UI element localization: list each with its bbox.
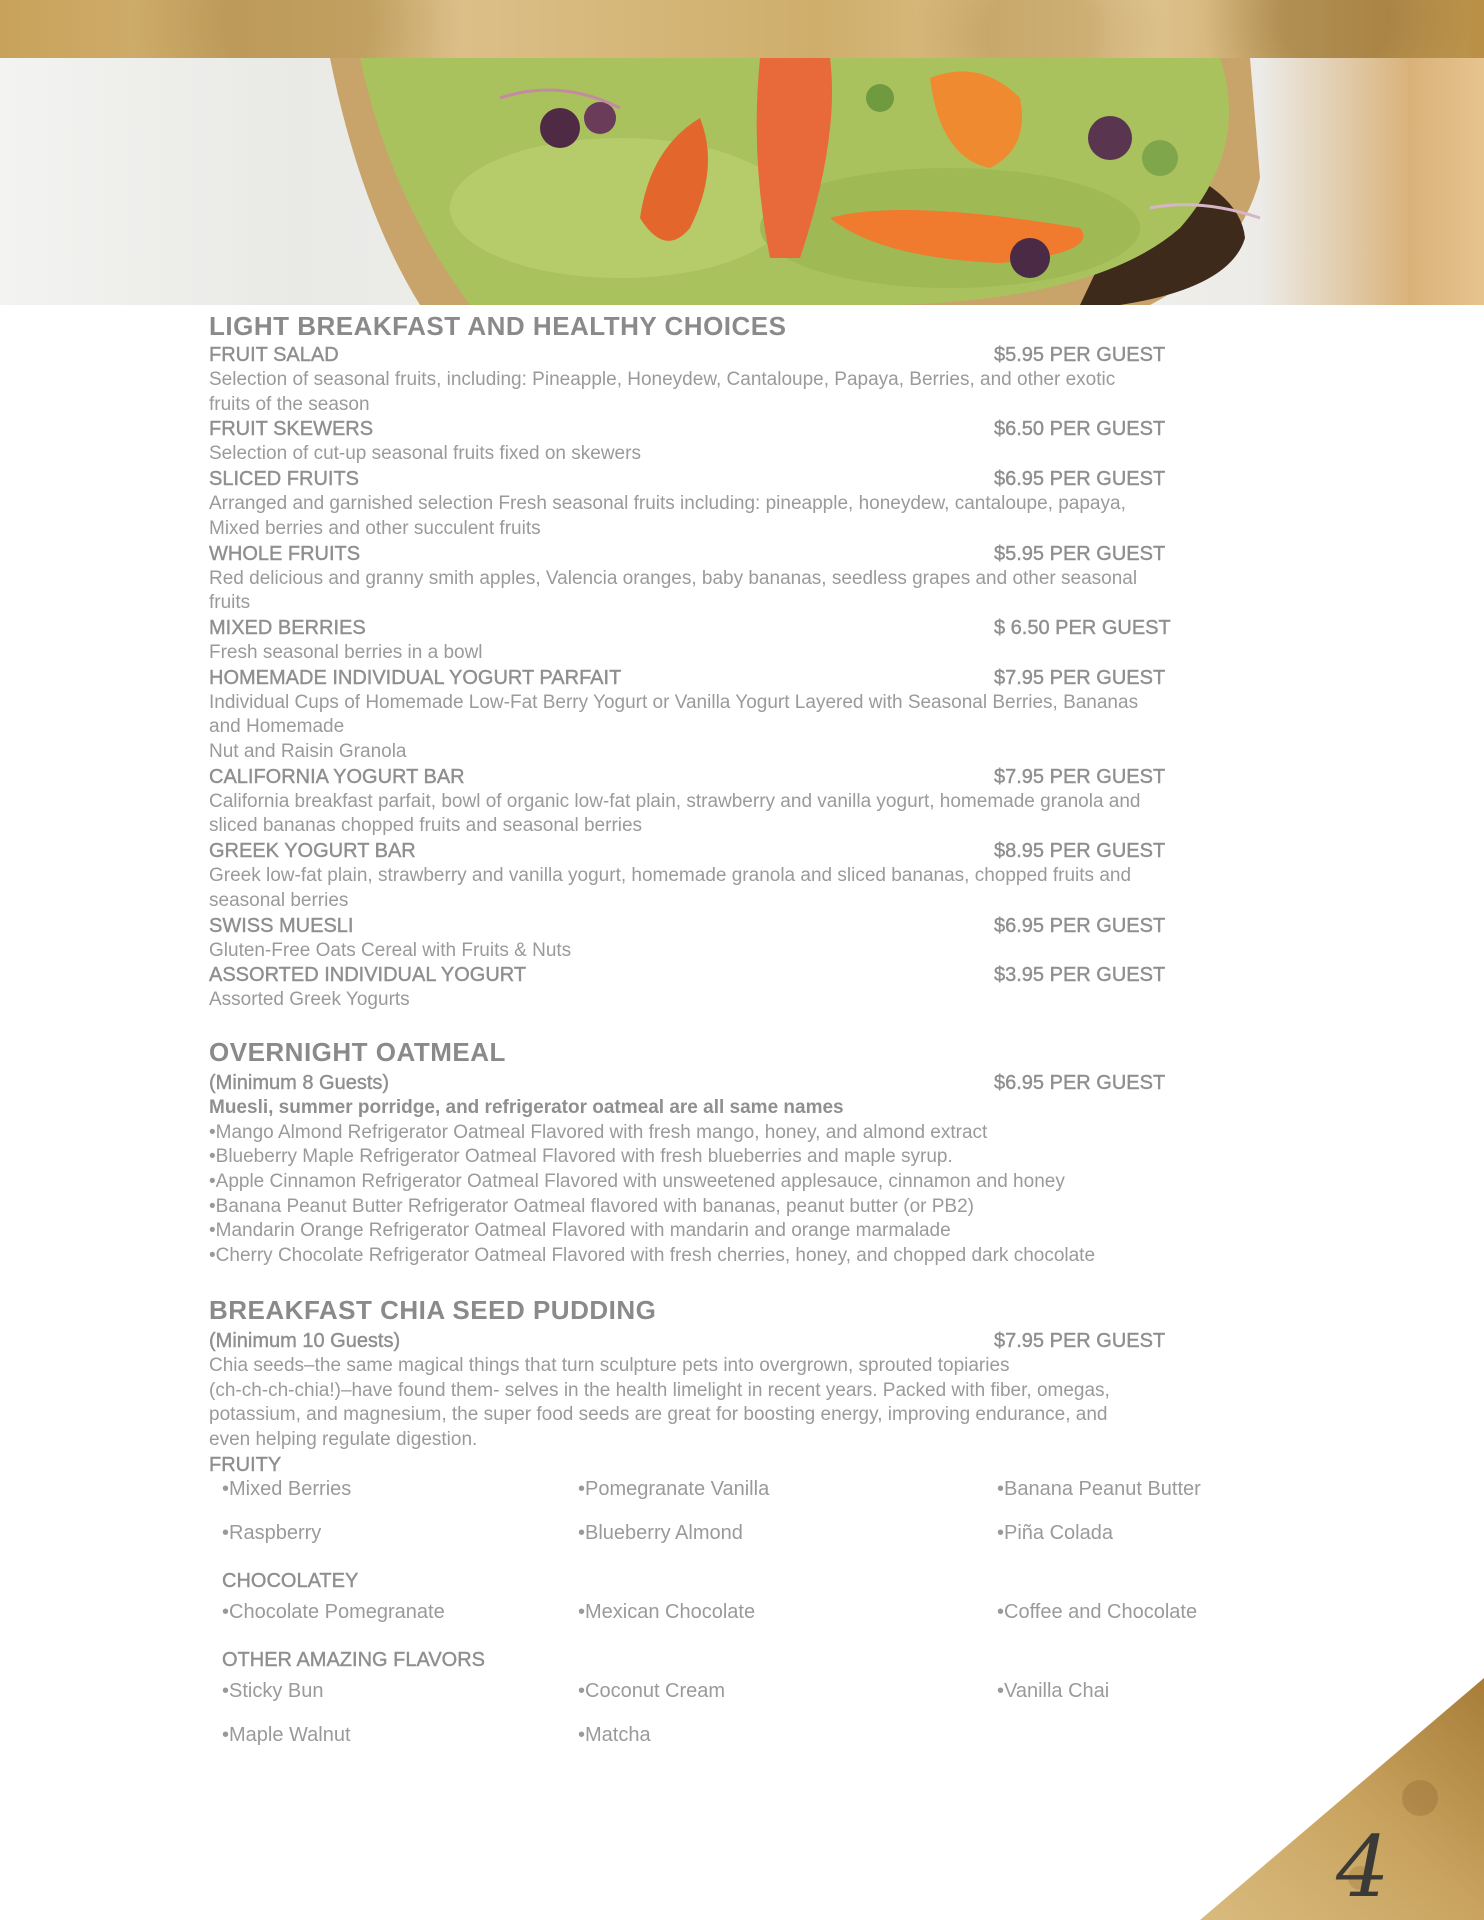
menu-item-description (209, 691, 1299, 765)
flavor-item: •Mexican Chocolate (578, 1600, 756, 1623)
page-number: 4 (1336, 1818, 1390, 1916)
menu-item-description (209, 988, 1299, 1013)
hero-food-photo (0, 58, 1484, 305)
flavor-item: •Blueberry Almond (578, 1521, 743, 1544)
menu-item-description (209, 492, 1299, 541)
menu-item-price: $6.50 PER GUEST (994, 418, 1166, 441)
menu-item-description (209, 864, 1299, 913)
flavor-item: •Sticky Bun (222, 1679, 324, 1702)
description-line: Greek low-fat plain, strawberry and vanilla yogurt, homemade granola and sliced bananas, chopped fruits and (209, 865, 1132, 887)
other-flavors (209, 1680, 1309, 1768)
flavor-row (209, 1522, 1309, 1566)
menu-item-name: SWISS MUESLI (209, 914, 354, 937)
menu-item-price: $3.95 PER GUEST (994, 964, 1166, 987)
flavor-item: •Maple Walnut (222, 1723, 351, 1746)
description-line: Selection of cut-up seasonal fruits fixed on skewers (209, 443, 641, 465)
chia-desc-line: potassium, and magnesium, the super food seeds are great for boosting energy, improving endurance, and (209, 1404, 1108, 1426)
flavor-item: •Coffee and Chocolate (997, 1600, 1198, 1623)
oatmeal-flavor-item: •Blueberry Maple Refrigerator Oatmeal Flavored with fresh blueberries and maple syrup. (209, 1146, 953, 1168)
menu-item-description (209, 368, 1299, 417)
description-line: sliced bananas chopped fruits and seasonal berries (209, 815, 643, 837)
menu-item-price: $5.95 PER GUEST (994, 542, 1166, 565)
menu-item-header (209, 963, 1309, 988)
flavor-row (209, 1601, 1309, 1645)
flavor-item: •Banana Peanut Butter (997, 1477, 1201, 1500)
description-line: Mixed berries and other succulent fruits (209, 517, 541, 539)
chia-header (209, 1329, 1309, 1354)
menu-item-header (209, 467, 1309, 492)
parchment-header-band (0, 0, 1484, 58)
menu-item-name: WHOLE FRUITS (209, 542, 361, 565)
description-line: Selection of seasonal fruits, including: Pineapple, Honeydew, Cantaloupe, Papaya, Berries, and other exotic (209, 369, 1116, 390)
description-line: Arranged and garnished selection Fresh seasonal fruits including: pineapple, honeydew, cantaloupe, papaya, (209, 493, 1126, 515)
oatmeal-flavor-item: •Apple Cinnamon Refrigerator Oatmeal Flavored with unsweetened applesauce, cinnamon and honey (209, 1171, 1065, 1193)
oatmeal-flavor-item: •Mango Almond Refrigerator Oatmeal Flavored with fresh mango, honey, and almond extract (209, 1121, 988, 1143)
menu-item-header (209, 914, 1309, 939)
menu-item-header (209, 417, 1309, 442)
menu-item-header (209, 542, 1309, 567)
menu-item-name: ASSORTED INDIVIDUAL YOGURT (209, 964, 527, 987)
menu-item-description (209, 641, 1299, 666)
flavor-item: •Piña Colada (997, 1521, 1113, 1544)
oatmeal-flavor-item: •Mandarin Orange Refrigerator Oatmeal Flavored with mandarin and orange marmalade (209, 1220, 951, 1242)
oatmeal-minimum: (Minimum 8 Guests) (209, 1071, 390, 1094)
menu-item-header (209, 343, 1309, 368)
oatmeal-price: $6.95 PER GUEST (994, 1071, 1166, 1094)
description-line: fruits of the season (209, 393, 370, 415)
menu-item-description (209, 790, 1299, 839)
description-line: California breakfast parfait, bowl of organic low-fat plain, strawberry and vanilla yogurt, homemade granola and (209, 790, 1141, 812)
light-breakfast-items (209, 343, 1309, 1013)
description-line: Gluten-Free Oats Cereal with Fruits & Nuts (209, 939, 572, 961)
menu-item-name: MIXED BERRIES (209, 616, 366, 639)
menu-item-price: $7.95 PER GUEST (994, 765, 1166, 788)
chia-desc-line: (ch-ch-ch-chia!)–have found them- selves in the health limelight in recent years. Packed with fiber, omegas, (209, 1379, 1110, 1401)
menu-item-name: SLICED FRUITS (209, 468, 360, 491)
menu-item-name: HOMEMADE INDIVIDUAL YOGURT PARFAIT (209, 666, 622, 689)
other-flavors-label: OTHER AMAZING FLAVORS (222, 1648, 485, 1671)
menu-item-price: $ 6.50 PER GUEST (994, 616, 1171, 639)
description-line: Red delicious and granny smith apples, Valencia oranges, baby bananas, seedless grapes and other seasonal (209, 567, 1138, 589)
menu-item-price: $6.95 PER GUEST (994, 468, 1166, 491)
menu-item-name: GREEK YOGURT BAR (209, 840, 416, 863)
menu-item-price: $8.95 PER GUEST (994, 840, 1166, 863)
description-line: Fresh seasonal berries in a bowl (209, 641, 483, 663)
chocolatey-label: CHOCOLATEY (222, 1569, 359, 1592)
menu-item-price: $7.95 PER GUEST (994, 666, 1166, 689)
menu-item-price: $5.95 PER GUEST (994, 344, 1166, 366)
flavor-item: •Pomegranate Vanilla (578, 1477, 770, 1500)
menu-item-price: $6.95 PER GUEST (994, 914, 1166, 937)
description-line: seasonal berries (209, 889, 349, 911)
description-line: fruits (209, 592, 251, 614)
chia-desc-line: even helping regulate digestion. (209, 1428, 478, 1450)
description-line: and Homemade (209, 716, 345, 738)
description-line: Nut and Raisin Granola (209, 741, 407, 763)
oatmeal-flavor-list (209, 1121, 1309, 1269)
menu-item-header (209, 765, 1309, 790)
oatmeal-note: Muesli, summer porridge, and refrigerator oatmeal are all same names (209, 1096, 844, 1118)
oatmeal-flavor-item: •Banana Peanut Butter Refrigerator Oatmeal flavored with bananas, peanut butter (or PB2) (209, 1195, 974, 1217)
chia-desc-line: Chia seeds–the same magical things that turn sculpture pets into overgrown, sprouted topiaries (209, 1354, 1010, 1376)
flavor-item: •Chocolate Pomegranate (222, 1600, 445, 1623)
flavor-row (209, 1478, 1309, 1522)
menu-item-name: CALIFORNIA YOGURT BAR (209, 765, 465, 788)
oatmeal-header (209, 1071, 1309, 1096)
overnight-oatmeal-title: OVERNIGHT OATMEAL (209, 1036, 506, 1067)
menu-item-header (209, 666, 1309, 691)
flavor-item: •Matcha (578, 1723, 651, 1746)
description-line: Individual Cups of Homemade Low-Fat Berry Yogurt or Vanilla Yogurt Layered with Seasonal Berries, Bananas (209, 691, 1139, 713)
menu-item-name: FRUIT SALAD (209, 344, 339, 366)
fruity-flavors (209, 1478, 1309, 1566)
oatmeal-flavor-item: •Cherry Chocolate Refrigerator Oatmeal Flavored with fresh cherries, honey, and chopped dark chocolate (209, 1245, 1096, 1267)
menu-item-header (209, 839, 1309, 864)
menu-item-description (209, 939, 1299, 964)
chia-price: $7.95 PER GUEST (994, 1329, 1166, 1352)
menu-item-description (209, 442, 1299, 467)
flavor-row (209, 1680, 1309, 1724)
menu-item-name: FRUIT SKEWERS (209, 418, 374, 441)
description-line: Assorted Greek Yogurts (209, 989, 410, 1011)
chia-description (209, 1354, 1299, 1453)
menu-item-header (209, 616, 1309, 641)
flavor-item: •Raspberry (222, 1521, 322, 1544)
flavor-item: •Vanilla Chai (997, 1679, 1110, 1702)
flavor-row (209, 1724, 1309, 1768)
light-breakfast-title: LIGHT BREAKFAST AND HEALTHY CHOICES (209, 311, 787, 341)
flavor-item: •Coconut Cream (578, 1679, 726, 1702)
menu-content (209, 305, 1309, 1768)
flavor-item: •Mixed Berries (222, 1477, 352, 1500)
fruity-label: FRUITY (209, 1453, 282, 1476)
chocolatey-flavors (209, 1601, 1309, 1645)
chia-pudding-title: BREAKFAST CHIA SEED PUDDING (209, 1294, 657, 1325)
chia-minimum: (Minimum 10 Guests) (209, 1329, 401, 1352)
menu-item-description (209, 567, 1299, 616)
